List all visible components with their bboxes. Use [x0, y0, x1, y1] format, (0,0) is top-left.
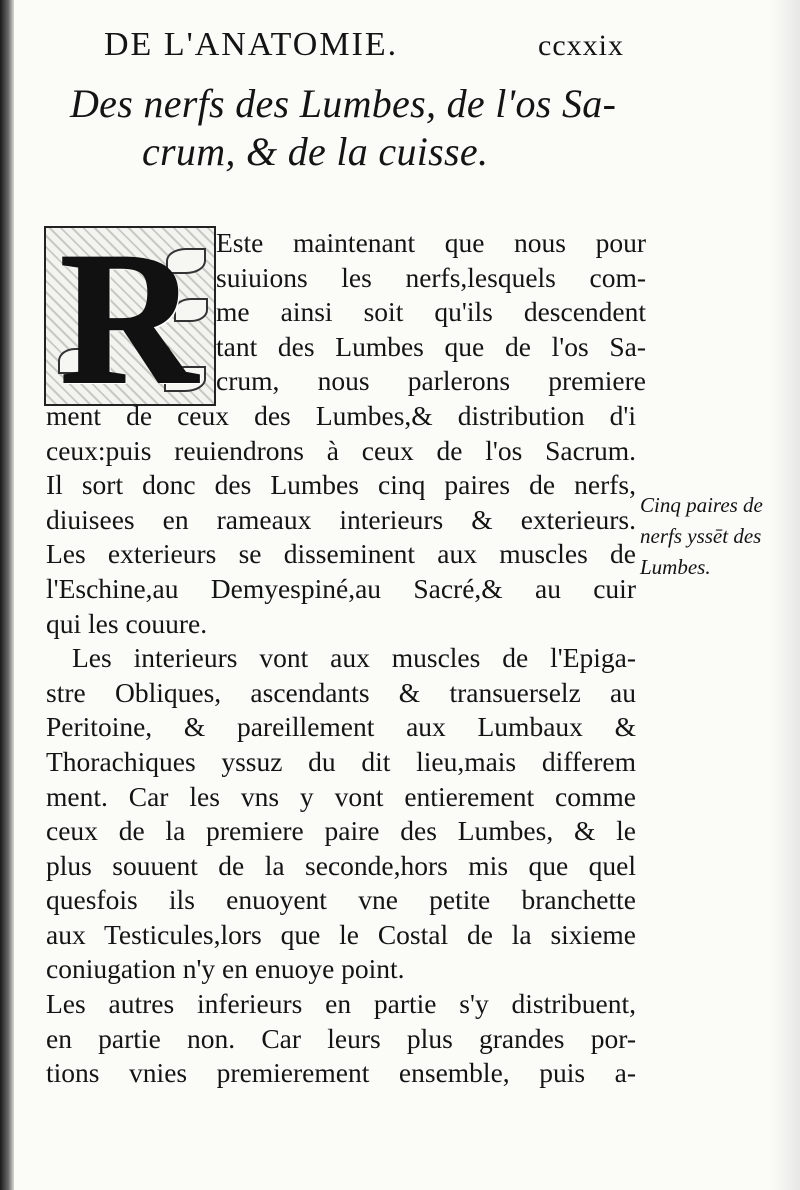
text-line: crum, nous parlerons premiere: [216, 365, 646, 397]
text-line: Peritoine, & pareillement aux Lumbaux &: [46, 711, 636, 743]
chapter-title-line-1: Des nerfs des Lumbes, de l'os Sa-: [70, 81, 617, 126]
text-line: tant des Lumbes que de l'os Sa-: [216, 330, 646, 362]
text-line: Les autres inferieurs en partie s'y distribuent,: [46, 988, 636, 1020]
chapter-title-line-2: crum, & de la cuisse.: [142, 129, 489, 174]
page-shadow: [770, 0, 800, 1190]
marginal-note-line: nerfs yssēt des: [640, 524, 762, 548]
text-line: Thorachiques yssuz du dit lieu,mais differem: [46, 745, 636, 777]
text-line: qui les couure.: [46, 607, 208, 639]
text-line: me ainsi soit qu'ils descendent: [216, 296, 646, 328]
text-line: plus souuent de la seconde,hors mis que quel: [46, 849, 636, 881]
folio-number: ccxxix: [538, 29, 624, 62]
text-line: Les interieurs vont aux muscles de l'Epiga-: [72, 642, 636, 674]
text-line: suiuions les nerfs,lesquels com-: [216, 261, 646, 293]
text-line: l'Eschine,au Demyespiné,au Sacré,& au cuir: [46, 572, 636, 604]
text-line: en partie non. Car leurs plus grandes por-: [46, 1022, 636, 1054]
text-line: ment. Car les vns y vont entierement comme: [46, 780, 636, 812]
text-line: coniugation n'y en enuoye point.: [46, 953, 405, 985]
text-line: aux Testicules,lors que le Costal de la sixieme: [46, 918, 636, 950]
text-line: ceux:puis reuiendrons à ceux de l'os Sacrum.: [46, 434, 636, 466]
text-line: quesfois ils enuoyent vne petite branchette: [46, 884, 636, 916]
running-header: [104, 26, 624, 64]
marginal-note-line: Lumbes.: [640, 555, 711, 579]
text-line: diuisees en rameaux interieurs & exterieurs.: [46, 503, 636, 535]
dropcap-letter: R: [60, 214, 198, 424]
body-text: [46, 214, 646, 1091]
text-line: Il sort donc des Lumbes cinq paires de nerfs,: [46, 469, 636, 501]
text-line: ceux de la premiere paire des Lumbes, & le: [46, 815, 636, 847]
text-line: Este maintenant que nous pour: [216, 227, 646, 258]
text-line: ment de ceux des Lumbes,& distribution d'i: [46, 399, 636, 431]
page-binding-edge: [0, 0, 14, 1190]
marginal-note: [640, 490, 790, 583]
chapter-title: [70, 80, 630, 176]
text-line: tions vnies premierement ensemble, puis a-: [46, 1057, 636, 1089]
marginal-note-line: Cinq paires de: [640, 493, 763, 517]
running-title: DE L'ANATOMIE.: [104, 26, 399, 63]
text-line: Les exterieurs se disseminent aux muscles de: [46, 538, 636, 570]
text-line: stre Obliques, ascendants & transuerselz au: [46, 676, 636, 708]
